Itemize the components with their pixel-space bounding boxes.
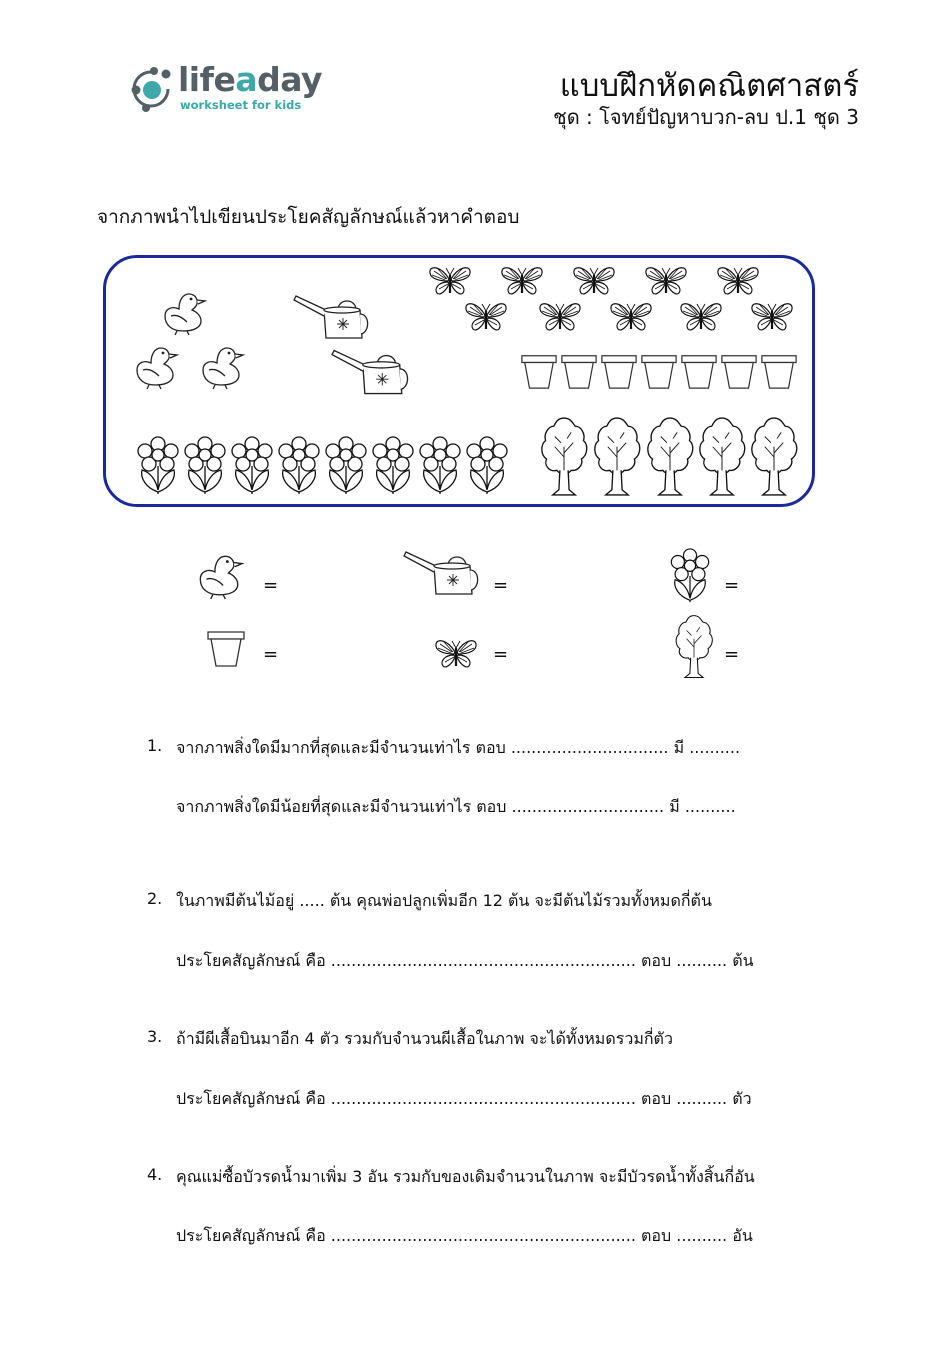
butterfly-legend-icon [434,638,478,670]
tree-icon [538,416,590,498]
question-4-line-2: ประโยคสัญลักษณ์ คือ ............................................................ ตอบ .......... อัน [176,1226,753,1245]
duck-icon [156,286,208,336]
butterfly-icon [572,265,616,297]
question-1-line-1: จากภาพสิ่งใดมีมากที่สุดและมีจำนวนเท่าไร ตอบ ............................... มี .......... [176,738,741,757]
flower-legend-icon [669,548,711,604]
butterfly-icon [500,265,544,297]
tree-legend-icon [672,614,716,680]
flower-pot-icon [720,352,758,390]
question-2-line-2: ประโยคสัญลักษณ์ คือ ............................................................ ตอบ .......... ต้น [176,951,754,970]
flower-icon [465,436,509,496]
tree-icon [591,416,643,498]
question-1-line-2: จากภาพสิ่งใดมีน้อยที่สุดและมีจำนวนเท่าไร ตอบ .............................. มี .......... [176,797,736,816]
butterfly-icon [644,265,688,297]
brand-logo [126,62,326,118]
question-number: 1. [147,736,163,755]
butterfly-equals: = [493,644,509,665]
question-3-line-1: ถ้ามีผีเสื้อบินมาอีก 4 ตัว รวมกับจำนวนผีเสื้อในภาพ จะได้ทั้งหมดรวมกี่ตัว [176,1029,673,1048]
tree-icon [696,416,748,498]
watering-can-legend-icon [402,548,482,598]
flower-icon [418,436,462,496]
instruction-text: จากภาพนำไปเขียนประโยคสัญลักษณ์แล้วหาคำตอบ [97,206,520,228]
tree-equals: = [724,644,740,665]
butterfly-icon [716,265,760,297]
duck-legend-icon [192,548,244,600]
butterfly-icon [750,301,794,333]
watering-can-icon [292,292,372,342]
question-number: 2. [147,889,163,908]
duck-icon [194,340,246,390]
flower-icon [230,436,274,496]
butterfly-icon [464,301,508,333]
logo-tagline: worksheet for kids [180,98,302,112]
butterfly-icon [679,301,723,333]
flower-icon [371,436,415,496]
flower-equals: = [724,575,740,596]
logo-wordmark: lifeaday [178,60,323,99]
flower-pot-icon [600,352,638,390]
logo-molecule-icon [126,64,176,114]
worksheet-subtitle: ชุด : โจทย์ปัญหาบวก-ลบ ป.1 ชุด 3 [553,105,859,129]
tree-icon [644,416,696,498]
question-3-line-2: ประโยคสัญลักษณ์ คือ ............................................................ ตอบ .......... ตัว [176,1089,752,1108]
watering-can-icon [330,346,412,398]
watering-can-equals: = [493,575,509,596]
flower-pot-icon [640,352,678,390]
pot-equals: = [263,644,279,665]
flower-pot-icon [760,352,798,390]
flower-icon [183,436,227,496]
butterfly-icon [538,301,582,333]
duck-icon [128,340,180,390]
flower-pot-icon [520,352,558,390]
pot-legend-icon [206,628,246,668]
tree-icon [748,416,800,498]
butterfly-icon [428,265,472,297]
flower-icon [324,436,368,496]
flower-pot-icon [560,352,598,390]
worksheet-title: แบบฝึกหัดคณิตศาสตร์ [559,68,859,104]
question-4-line-1: คุณแม่ซื้อบัวรดน้ำมาเพิ่ม 3 อัน รวมกับของเดิมจำนวนในภาพ จะมีบัวรดน้ำทั้งสิ้นกี่อัน [176,1167,755,1186]
duck-equals: = [263,575,279,596]
flower-pot-icon [680,352,718,390]
picture-panel [103,255,815,507]
question-number: 4. [147,1165,163,1184]
question-number: 3. [147,1027,163,1046]
question-2-line-1: ในภาพมีต้นไม้อยู่ ..... ต้น คุณพ่อปลูกเพิ่มอีก 12 ต้น จะมีต้นไม้รวมทั้งหมดกี่ต้น [176,891,712,910]
flower-icon [277,436,321,496]
butterfly-icon [609,301,653,333]
flower-icon [136,436,180,496]
